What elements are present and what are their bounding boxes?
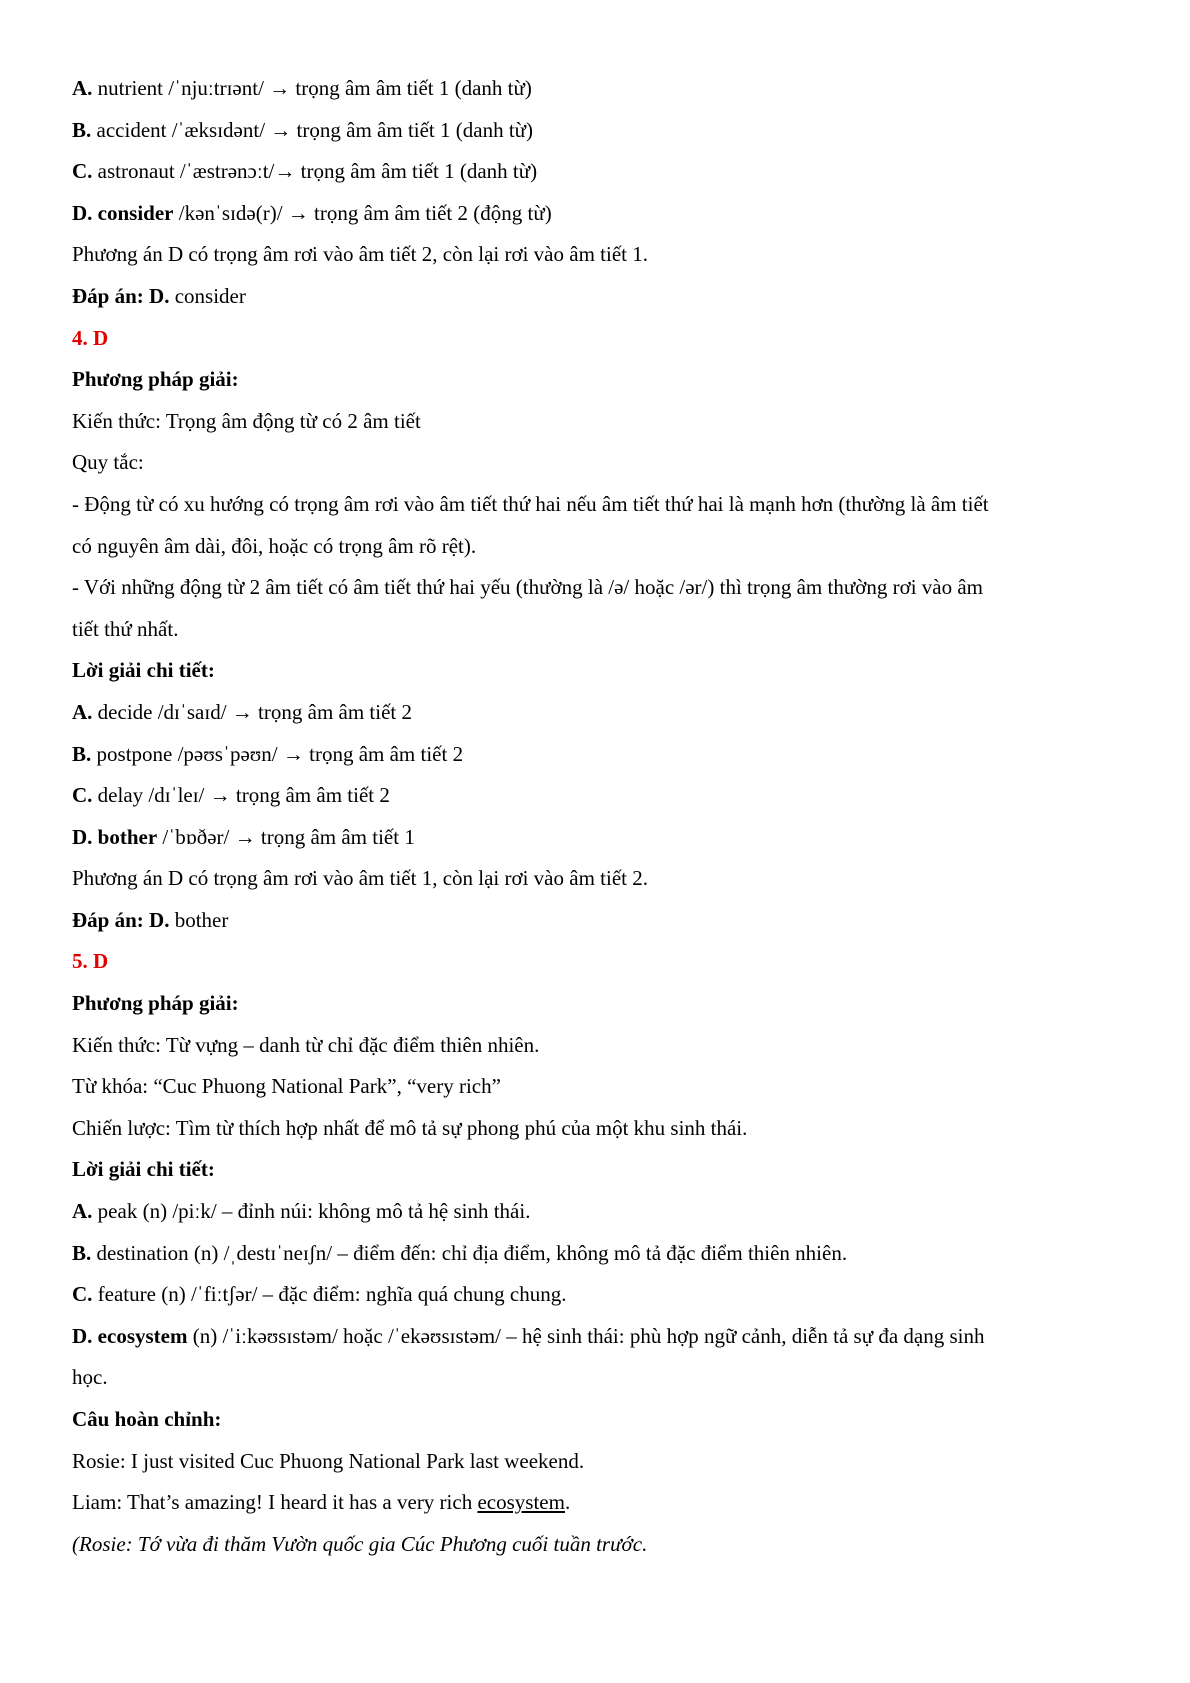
option-letter: B. <box>72 741 92 766</box>
option-letter: B. <box>72 117 92 142</box>
option-word: postpone <box>96 741 173 766</box>
answer-label: Đáp án: <box>72 283 144 308</box>
answer-label: Đáp án: <box>72 907 144 932</box>
option-word: destination <box>96 1240 189 1265</box>
option-letter: A. <box>72 1199 93 1224</box>
q5-option-b <box>72 1233 1132 1275</box>
answer-letter: D. <box>149 283 170 308</box>
option-detail: /ˈæstrənɔːt/→ trọng âm âm tiết 1 (danh từ) <box>174 159 538 184</box>
option-detail: (n) /ˈfiːtʃər/ – đặc điểm: nghĩa quá chung chung. <box>155 1282 567 1307</box>
q3-option-a <box>72 68 1132 110</box>
q4-solution-label: Lời giải chi tiết: <box>72 658 215 683</box>
option-letter: D. <box>72 200 93 225</box>
option-word: bother <box>97 824 158 849</box>
dialogue-end: . <box>564 1490 571 1515</box>
q4-rule1-line1: - Động từ có xu hướng có trọng âm rơi vào âm tiết thứ hai nếu âm tiết thứ hai là mạnh hơn (thường là âm tiết <box>72 491 989 516</box>
answer-word: consider <box>174 283 246 308</box>
q5-complete-label: Câu hoàn chỉnh: <box>72 1407 222 1431</box>
q5-heading: 5. D <box>72 949 109 974</box>
option-detail: (n) /piːk/ – đỉnh núi: không mô tả hệ sinh thái. <box>137 1199 531 1224</box>
option-word: consider <box>97 200 174 225</box>
option-detail: /kənˈsɪdə(r)/ → trọng âm âm tiết 2 (động từ) <box>173 200 552 225</box>
q4-answer <box>72 900 1132 942</box>
option-word: accident <box>96 117 167 142</box>
q4-option-a <box>72 692 1132 734</box>
q4-rule2-line2: tiết thứ nhất. <box>72 616 179 641</box>
option-letter: A. <box>72 76 93 100</box>
option-word: delay <box>97 783 144 808</box>
q4-option-c <box>72 775 1132 817</box>
q5-option-c <box>72 1274 1132 1316</box>
q4-option-b <box>72 734 1132 776</box>
q5-knowledge: Kiến thức: Từ vựng – danh từ chỉ đặc điểm thiên nhiên. <box>72 1032 540 1057</box>
q5-dialogue-rosie: Rosie: I just visited Cuc Phuong National Park last weekend. <box>72 1448 585 1473</box>
answer-word: bother <box>174 907 229 932</box>
option-word: feature <box>97 1282 156 1307</box>
q5-strategy: Chiến lược: Tìm từ thích hợp nhất để mô tả sự phong phú của một khu sinh thái. <box>72 1115 748 1140</box>
q4-heading: 4. D <box>72 325 109 350</box>
q3-conclusion: Phương án D có trọng âm rơi vào âm tiết 2, còn lại rơi vào âm tiết 1. <box>72 242 648 267</box>
q4-option-d <box>72 817 1132 859</box>
q3-answer <box>72 276 1132 318</box>
q5-method-label: Phương pháp giải: <box>72 991 239 1016</box>
option-word: astronaut <box>97 159 175 184</box>
q3-option-d <box>72 193 1132 235</box>
option-detail: (n) /ˈiːkəʊsɪstəm/ hoặc /ˈekəʊsɪstəm/ – hệ sinh thái: phù hợp ngữ cảnh, diễn tả sự đa dạng sinh <box>187 1323 985 1348</box>
option-letter: B. <box>72 1240 92 1265</box>
q5-option-d-line2: học. <box>72 1365 108 1390</box>
option-letter: D. <box>72 1323 93 1348</box>
document-page <box>72 68 1132 1565</box>
option-detail: /pəʊsˈpəʊn/ → trọng âm âm tiết 2 <box>172 741 464 766</box>
answer-letter: D. <box>149 907 170 932</box>
option-detail: /dɪˈleɪ/ → trọng âm âm tiết 2 <box>143 783 390 808</box>
option-word: peak <box>97 1199 138 1224</box>
option-detail: /ˈæksɪdənt/ → trọng âm âm tiết 1 (danh từ) <box>166 117 534 142</box>
dialogue-text: Liam: That’s amazing! I heard it has a very rich <box>72 1490 478 1515</box>
option-word: decide <box>97 699 153 724</box>
q5-keywords: Từ khóa: “Cuc Phuong National Park”, “very rich” <box>72 1074 501 1099</box>
option-word: ecosystem <box>97 1323 188 1348</box>
q4-knowledge: Kiến thức: Trọng âm động từ có 2 âm tiết <box>72 408 421 433</box>
q4-rule-label: Quy tắc: <box>72 450 144 475</box>
option-detail: /dɪˈsaɪd/ → trọng âm âm tiết 2 <box>152 699 413 724</box>
q4-conclusion: Phương án D có trọng âm rơi vào âm tiết 1, còn lại rơi vào âm tiết 2. <box>72 866 648 891</box>
option-letter: C. <box>72 1282 93 1307</box>
q4-rule1-line2: có nguyên âm dài, đôi, hoặc có trọng âm rõ rệt). <box>72 533 477 558</box>
option-letter: A. <box>72 699 93 724</box>
option-letter: C. <box>72 783 93 808</box>
option-detail: /ˈnjuːtrɪənt/ → trọng âm âm tiết 1 (danh từ) <box>163 76 532 100</box>
q3-option-b <box>72 110 1132 152</box>
q5-option-a <box>72 1191 1132 1233</box>
q5-dialogue-liam <box>72 1482 1132 1524</box>
q5-solution-label: Lời giải chi tiết: <box>72 1157 215 1182</box>
q5-option-d-line1 <box>72 1316 1132 1358</box>
answer-word-underlined: ecosystem <box>477 1490 565 1515</box>
q5-translation: (Rosie: Tớ vừa đi thăm Vườn quốc gia Cúc Phương cuối tuần trước. <box>72 1531 648 1556</box>
q4-rule2-line1: - Với những động từ 2 âm tiết có âm tiết thứ hai yếu (thường là /ə/ hoặc /ər/) thì trọng âm thường rơi vào âm <box>72 575 983 600</box>
option-letter: D. <box>72 824 93 849</box>
q4-method-label: Phương pháp giải: <box>72 367 239 392</box>
option-detail: /ˈbɒðər/ → trọng âm âm tiết 1 <box>157 824 415 849</box>
q3-option-c <box>72 151 1132 193</box>
option-word: nutrient <box>97 76 163 100</box>
option-detail: (n) /ˌdestɪˈneɪʃn/ – điểm đến: chỉ địa điểm, không mô tả đặc điểm thiên nhiên. <box>188 1240 848 1265</box>
option-letter: C. <box>72 159 93 184</box>
